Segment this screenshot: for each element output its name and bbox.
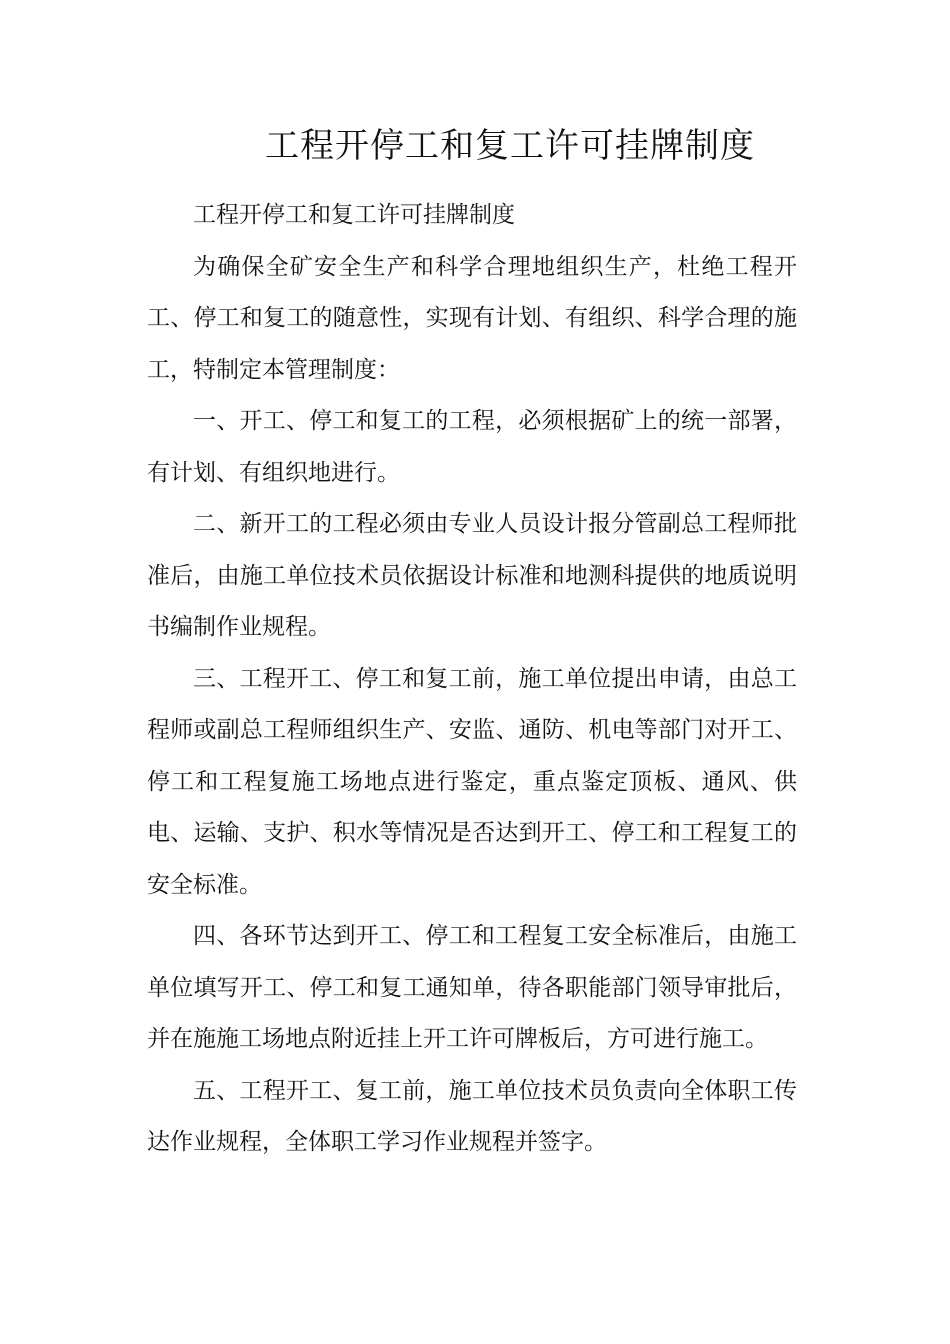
rule-item-4: 四、各环节达到开工、停工和工程复工安全标准后，由施工单位填写开工、停工和复工通知单，待各职能部门领导审批后，并在施施工场地点附近挂上开工许可牌板后，方可进行施工。 bbox=[147, 923, 797, 1052]
document-body bbox=[147, 190, 797, 1169]
rule-item-2: 二、新开工的工程必须由专业人员设计报分管副总工程师批准后，由施工单位技术员依据设计标准和地测科提供的地质说明书编制作业规程。 bbox=[147, 511, 797, 640]
intro-paragraph: 为确保全矿安全生产和科学合理地组织生产，杜绝工程开工、停工和复工的随意性，实现有计划、有组织、科学合理的施工，特制定本管理制度： bbox=[147, 253, 797, 383]
rule-item-1: 一、开工、停工和复工的工程，必须根据矿上的统一部署，有计划、有组织地进行。 bbox=[147, 408, 797, 486]
document-title: 工程开停工和复工许可挂牌制度 bbox=[265, 126, 755, 166]
rule-item-3: 三、工程开工、停工和复工前，施工单位提出申请，由总工程师或副总工程师组织生产、安监、通防、机电等部门对开工、停工和工程复施工场地点进行鉴定，重点鉴定顶板、通风、供电、运输、支护、积水等情况是否达到开工、停工和工程复工的安全标准。 bbox=[147, 665, 797, 898]
document-subtitle: 工程开停工和复工许可挂牌制度 bbox=[193, 202, 515, 228]
rule-item-5: 五、工程开工、复工前，施工单位技术员负责向全体职工传达作业规程，全体职工学习作业规程并签字。 bbox=[147, 1077, 797, 1155]
